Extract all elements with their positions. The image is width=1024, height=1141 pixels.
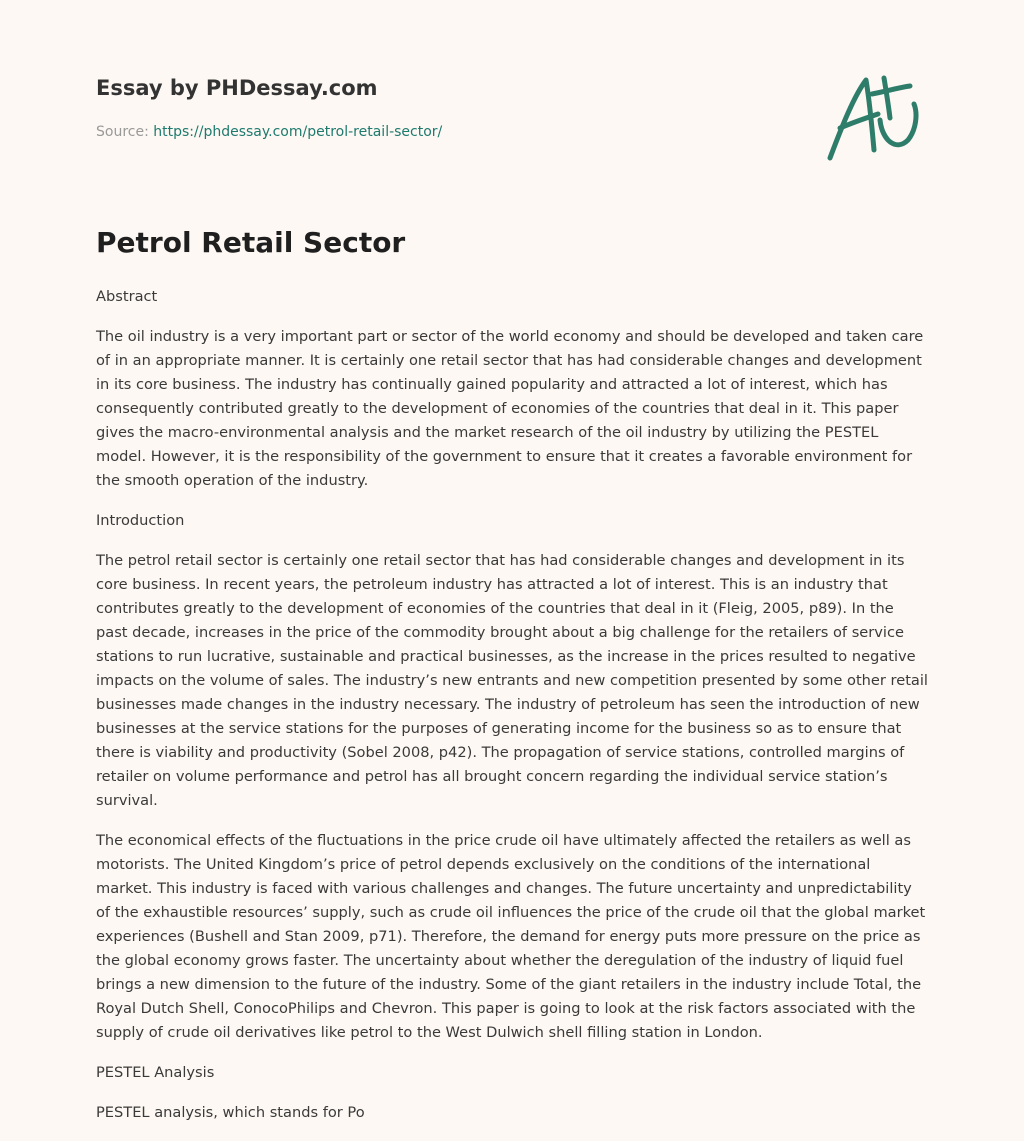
source-line xyxy=(96,124,442,140)
paragraph-introduction-2: The economical effects of the fluctuations in the price crude oil have ultimately affected the retailers as well as motorists. The United Kingdom’s price of petrol depends exclusively on the conditions of the international market. This industry is faced with various challenges and changes. The future uncertainty and unpredictability of the exhaustible resources’ supply, such as crude oil influences the price of the crude oil that the global market experiences (Bushell and Stan 2009, p71). Therefore, the demand for energy puts more pressure on the price as the global economy grows faster. The uncertainty about whether the deregulation of the industry of liquid fuel brings a new dimension to the future of the industry. Some of the giant retailers in the industry include Total, the Royal Dutch Shell, ConocoPhilips and Chevron. This paper is going to look at the risk factors associated with the supply of crude oil derivatives like petrol to the West Dulwich shell filling station in London. xyxy=(96,832,926,1041)
a-plus-logo-icon xyxy=(820,66,930,166)
paragraph-introduction-1: The petrol retail sector is certainly one retail sector that has had considerable changes and development in its core business. In recent years, the petroleum industry has attracted a lot of interest. This is an industry that contributes greatly to the development of economies of the countries that deal in it (Fleig, 2005, p89). In the past decade, increases in the price of the commodity brought about a big challenge for the retailers of service stations to run lucrative, sustainable and practical businesses, as the increase in the prices resulted to negative impacts on the volume of sales. The industry’s new entrants and new competition presented by some other retail businesses made changes in the industry necessary. The industry of petroleum has seen the introduction of new businesses at the service stations for the purposes of generating income for the business so as to ensure that there is viability and productivity (Sobel 2008, p42). The propagation of service stations, controlled margins of retailer on volume performance and petrol has all brought concern regarding the individual service station’s survival. xyxy=(96,552,928,809)
source-link[interactable]: https://phdessay.com/petrol-retail-sector/ xyxy=(153,124,443,140)
essay-body xyxy=(96,285,928,1141)
section-heading-introduction: Introduction xyxy=(96,512,185,529)
brand-title: Essay by PHDessay.com xyxy=(96,76,378,100)
section-heading-abstract: Abstract xyxy=(96,288,158,305)
section-heading-pestel: PESTEL Analysis xyxy=(96,1064,215,1081)
source-label: Source: xyxy=(96,124,149,140)
paragraph-pestel-truncated: PESTEL analysis, which stands for Po xyxy=(96,1104,365,1121)
paragraph-abstract: The oil industry is a very important part or sector of the world economy and should be developed and taken care of in an appropriate manner. It is certainly one retail sector that has had considerable changes and development in its core business. The industry has continually gained popularity and attracted a lot of interest, which has consequently contributed greatly to the development of economies of the countries that deal in it. This paper gives the macro-environmental analysis and the market research of the oil industry by utilizing the PESTEL model. However, it is the responsibility of the government to ensure that it creates a favorable environment for the smooth operation of the industry. xyxy=(96,328,924,489)
essay-title: Petrol Retail Sector xyxy=(96,226,406,259)
